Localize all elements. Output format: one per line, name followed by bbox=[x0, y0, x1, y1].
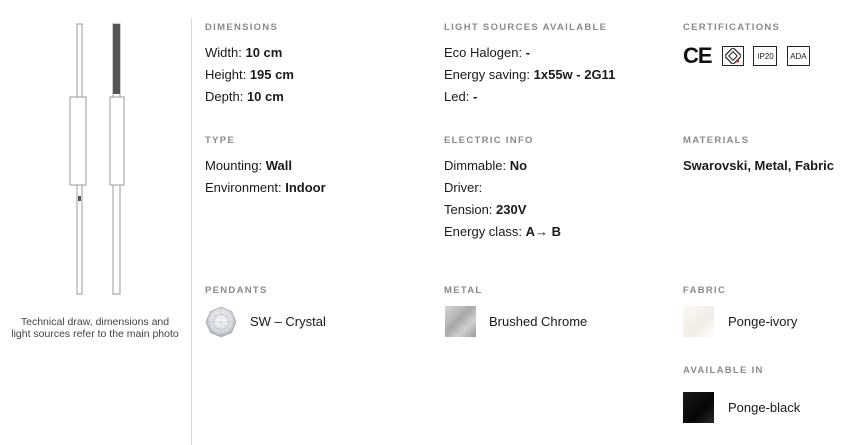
electric-info-heading: ELECTRIC INFO bbox=[444, 135, 534, 146]
environment-row: Environment: Indoor bbox=[205, 180, 326, 195]
driver-row: Driver: bbox=[444, 180, 483, 195]
fabric-heading: FABRIC bbox=[683, 285, 727, 296]
dimensions-heading: DIMENSIONS bbox=[205, 22, 279, 33]
width-value: 10 cm bbox=[245, 45, 283, 60]
led-row: Led: - bbox=[444, 89, 478, 104]
brushed-chrome-swatch[interactable] bbox=[445, 306, 476, 337]
height-row: Height: 195 cm bbox=[205, 67, 294, 82]
class2-insulation-icon bbox=[722, 46, 744, 66]
light-sources-list bbox=[444, 42, 615, 108]
width-row: Width: 10 cm bbox=[205, 45, 283, 60]
materials-heading: MATERIALS bbox=[683, 135, 750, 146]
tension-row: Tension: 230V bbox=[444, 202, 527, 217]
pendants-heading: PENDANTS bbox=[205, 285, 268, 296]
fabric-label: Ponge-ivory bbox=[728, 314, 798, 329]
crystal-icon bbox=[205, 306, 237, 338]
pendant-swatch[interactable] bbox=[205, 306, 237, 343]
ponge-ivory-swatch[interactable] bbox=[683, 306, 714, 337]
energy-class-row: Energy class: A→ B bbox=[444, 224, 562, 239]
dimensions-list bbox=[205, 42, 294, 108]
metal-heading: METAL bbox=[444, 285, 483, 296]
technical-drawing bbox=[60, 22, 130, 297]
height-value: 195 cm bbox=[249, 67, 294, 82]
materials-value: Swarovski, Metal, Fabric bbox=[683, 158, 835, 173]
available-label: Ponge-black bbox=[728, 400, 801, 415]
drawing-front-crystals bbox=[113, 24, 120, 94]
electric-info-list bbox=[444, 155, 561, 243]
available-in-heading: AVAILABLE IN bbox=[683, 365, 764, 376]
drawing-caption: Technical draw, dimensions and light sources refer to the main photo bbox=[11, 316, 179, 340]
drawing-front-body bbox=[110, 97, 124, 185]
mounting-row: Mounting: Wall bbox=[205, 158, 292, 173]
light-sources-heading: LIGHT SOURCES AVAILABLE bbox=[444, 22, 608, 33]
ip20-icon: IP20 bbox=[753, 46, 777, 66]
ponge-black-swatch[interactable] bbox=[683, 392, 714, 423]
drawing-side-switch bbox=[78, 196, 81, 201]
type-heading: TYPE bbox=[205, 135, 236, 146]
type-list bbox=[205, 155, 326, 199]
drawing-side-body bbox=[70, 97, 86, 185]
certifications-heading: CERTIFICATIONS bbox=[683, 22, 781, 33]
eco-halogen-row: Eco Halogen: - bbox=[444, 45, 531, 60]
depth-row: Depth: 10 cm bbox=[205, 89, 284, 104]
pendant-label: SW – Crystal bbox=[250, 314, 326, 329]
energy-saving-row: Energy saving: 1x55w - 2G11 bbox=[444, 67, 616, 82]
vertical-divider bbox=[191, 18, 192, 445]
certifications-icons bbox=[683, 43, 815, 69]
metal-label: Brushed Chrome bbox=[489, 314, 588, 329]
ada-icon: ADA bbox=[787, 46, 810, 66]
dimmable-row: Dimmable: No bbox=[444, 158, 528, 173]
depth-value: 10 cm bbox=[246, 89, 284, 104]
ce-mark-icon: CE bbox=[683, 43, 712, 68]
